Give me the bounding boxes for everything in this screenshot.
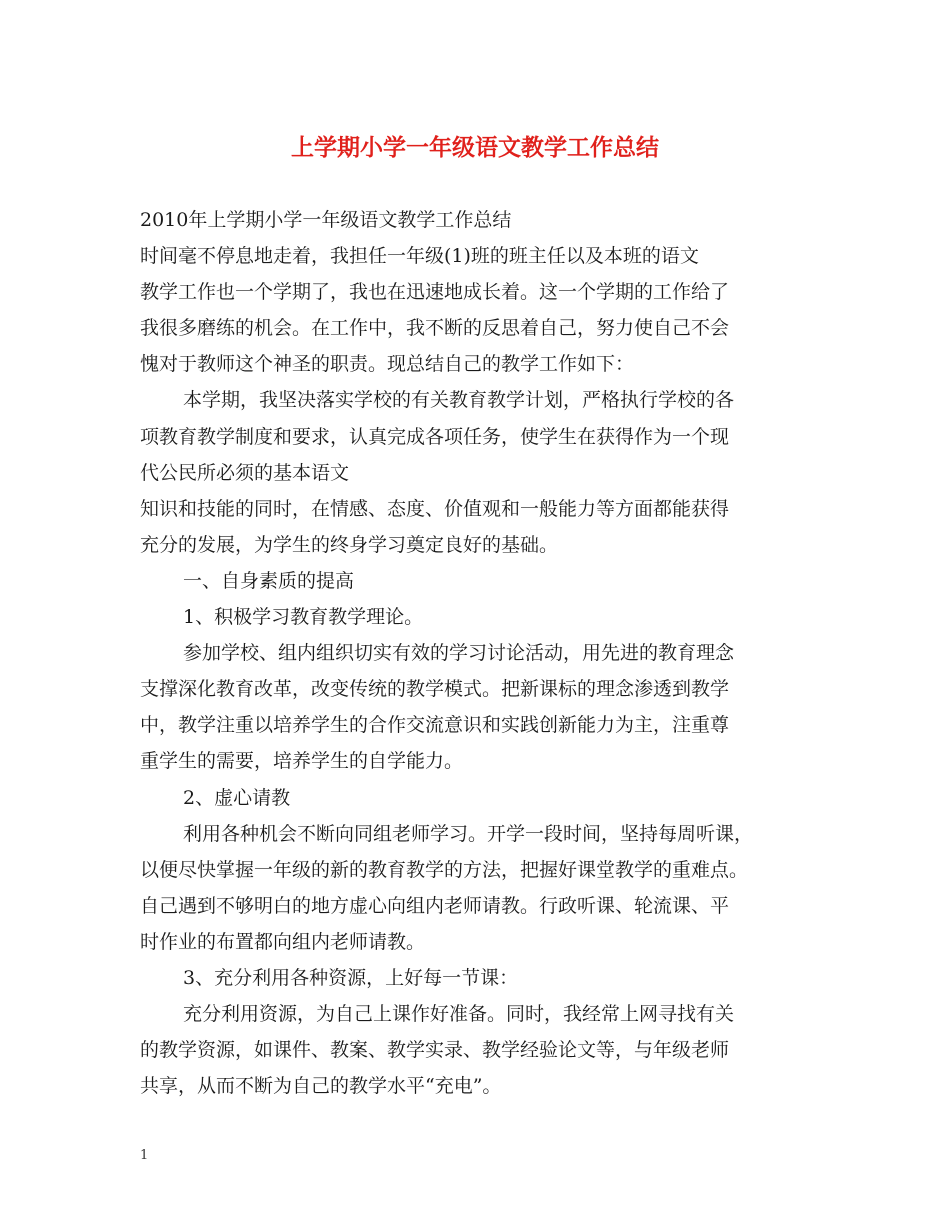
page-number: 1 bbox=[140, 1148, 149, 1163]
subsection-heading: 1、积极学习教育教学理论。 bbox=[183, 606, 424, 629]
paragraph-line: 2010年上学期小学一年级语文教学工作总结 bbox=[140, 209, 512, 231]
section-heading: 一、自身素质的提高 bbox=[183, 569, 355, 592]
paragraph-line: 参加学校、组内组织切实有效的学习讨论活动，用先进的教育理念 bbox=[183, 642, 735, 665]
paragraph-line: 充分的发展，为学生的终身学习奠定良好的基础。 bbox=[140, 533, 559, 556]
paragraph-line: 利用各种机会不断向同组老师学习。开学一段时间，坚持每周听课， bbox=[183, 822, 754, 845]
paragraph-line: 以便尽快掌握一年级的新的教育教学的方法，把握好课堂教学的重难点。 bbox=[140, 858, 749, 881]
paragraph-line: 知识和技能的同时，在情感、态度、价值观和一般能力等方面都能获得 bbox=[140, 497, 730, 520]
paragraph-line: 项教育教学制度和要求，认真完成各项任务，使学生在获得作为一个现 bbox=[140, 425, 730, 448]
paragraph-line: 共享，从而不断为自己的教学水平“充电”。 bbox=[140, 1075, 502, 1098]
paragraph-line: 教学工作也一个学期了，我也在迅速地成长着。这一个学期的工作给了 bbox=[140, 281, 730, 304]
paragraph-line: 重学生的需要，培养学生的自学能力。 bbox=[140, 750, 464, 773]
paragraph-line: 的教学资源，如课件、教案、教学实录、教学经验论文等，与年级老师 bbox=[140, 1039, 730, 1062]
paragraph-line: 愧对于教师这个神圣的职责。现总结自己的教学工作如下： bbox=[140, 353, 635, 376]
paragraph-line: 本学期，我坚决落实学校的有关教育教学计划，严格执行学校的各 bbox=[183, 389, 735, 412]
document-body bbox=[140, 202, 830, 1104]
paragraph-line: 自己遇到不够明白的地方虚心向组内老师请教。行政听课、轮流课、平 bbox=[140, 894, 730, 917]
paragraph-line: 充分利用资源，为自己上课作好准备。同时，我经常上网寻找有关 bbox=[183, 1003, 735, 1026]
paragraph-line: 我很多磨练的机会。在工作中，我不断的反思着自己，努力使自己不会 bbox=[140, 317, 730, 340]
subsection-heading: 3、充分利用各种资源，上好每一节课： bbox=[183, 966, 519, 989]
document-title: 上学期小学一年级语文教学工作总结 bbox=[291, 135, 659, 161]
paragraph-line: 时作业的布置都向组内老师请教。 bbox=[140, 930, 426, 953]
paragraph-line: 支撑深化教育改革，改变传统的教学模式。把新课标的理念渗透到教学 bbox=[140, 678, 730, 701]
paragraph-line: 代公民所必须的基本语文 bbox=[140, 461, 350, 484]
paragraph-line: 时间毫不停息地走着，我担任一年级(1)班的班主任以及本班的语文 bbox=[140, 245, 699, 268]
paragraph-line: 中，教学注重以培养学生的合作交流意识和实践创新能力为主，注重尊 bbox=[140, 714, 730, 737]
subsection-heading: 2、虚心请教 bbox=[183, 786, 291, 809]
